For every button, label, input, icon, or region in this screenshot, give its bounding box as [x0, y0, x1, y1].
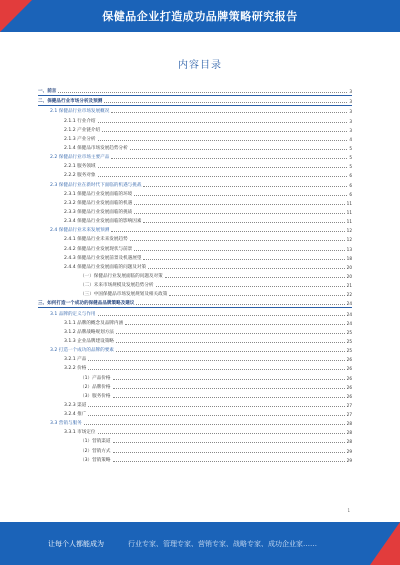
- toc-leader-dots: [113, 442, 345, 443]
- toc-entry[interactable]: [38, 106, 352, 115]
- toc-leader-dots: [102, 131, 347, 132]
- toc-entry-label: 2.4.3 保健品行业发展前景及机遇展望: [64, 255, 142, 261]
- toc-leader-dots: [113, 397, 345, 398]
- toc-leader-dots: [134, 250, 344, 251]
- toc-entry-label: 3.1.3 企业品牌建设策略: [64, 338, 114, 344]
- toc-entry-page: 13: [346, 246, 352, 252]
- toc-entry[interactable]: [38, 391, 352, 400]
- toc-entry-label: 2.1.2 产业链介绍: [64, 127, 101, 133]
- toc-entry-page: 12: [346, 237, 352, 243]
- toc-entry[interactable]: [38, 427, 352, 436]
- toc-leader-dots: [169, 295, 344, 296]
- toc-entry-label: 2.1.1 行业介绍: [64, 118, 96, 124]
- toc-entry-label: 2.4.1 保健品行业未来发展趋势: [64, 237, 128, 243]
- toc-entry-page: 3: [349, 118, 352, 124]
- toc-entry-page: 25: [346, 329, 352, 335]
- toc-entry[interactable]: [38, 86, 352, 96]
- toc-entry[interactable]: [38, 243, 352, 252]
- toc-entry-label: 2.3.1 保健品行业发展面临的环境: [64, 191, 133, 197]
- toc-entry-page: 6: [349, 173, 352, 179]
- toc-entry-page: 18: [346, 255, 352, 261]
- toc-entry[interactable]: [38, 262, 352, 271]
- toc-heading: 内容目录: [178, 60, 222, 71]
- toc-leader-dots: [88, 415, 344, 416]
- toc-leader-dots: [111, 158, 347, 159]
- toc-entry-page: 26: [346, 384, 352, 390]
- toc-entry[interactable]: [38, 298, 352, 308]
- toc-entry-page: 21: [346, 283, 352, 289]
- toc-entry[interactable]: [38, 382, 352, 391]
- toc-leader-dots: [98, 315, 345, 316]
- toc-entry-page: 22: [346, 292, 352, 298]
- toc-entry[interactable]: [38, 418, 352, 427]
- toc-entry[interactable]: [38, 372, 352, 381]
- toc-entry[interactable]: [38, 170, 352, 179]
- toc-entry-label: 2.2.1 服务领域: [64, 164, 96, 170]
- toc-entry-label: （3）服务价格: [80, 393, 111, 399]
- toc-entry-page: 12: [346, 228, 352, 234]
- toc-entry-label: 2.3.4 保健品行业发展面临的影响因素: [64, 219, 142, 225]
- toc-entry-page: 27: [346, 402, 352, 408]
- toc-entry-label: 2.3.3 保健品行业发展面临的挑战: [64, 209, 133, 215]
- toc-entry-label: 3.3 营销与服务: [50, 421, 82, 427]
- toc-entry-page: 26: [346, 357, 352, 363]
- toc-leader-dots: [84, 424, 345, 425]
- toc-entry-page: 26: [346, 393, 352, 399]
- toc-leader-dots: [134, 213, 344, 214]
- footer-roles: 行业专家、管理专家、营销专家、战略专家、成功企业家……: [128, 540, 317, 548]
- toc-entry-label: 一、前言: [38, 89, 57, 95]
- footer-slogan: 让每个人都能成为: [48, 540, 104, 548]
- toc-entry-label: 3.2.1 产品: [64, 357, 87, 363]
- toc-entry[interactable]: [38, 125, 352, 134]
- toc-entry-label: 2.3 保健品行业在新时代下面临的机遇与挑战: [50, 182, 142, 188]
- toc-entry-page: 24: [346, 320, 352, 326]
- toc-entry-page: 25: [346, 338, 352, 344]
- toc-entry-label: 三、如何打造一个成功的保健品品牌策略及建议: [38, 301, 135, 307]
- toc-entry[interactable]: [38, 400, 352, 409]
- toc-leader-dots: [88, 406, 344, 407]
- toc-leader-dots: [113, 379, 345, 380]
- toc-entry[interactable]: [38, 96, 352, 106]
- toc-leader-dots: [88, 360, 344, 361]
- toc-entry[interactable]: [38, 198, 352, 207]
- toc-leader-dots: [116, 351, 345, 352]
- toc-entry-label: （2）营销方式: [80, 448, 111, 454]
- toc-entry[interactable]: [38, 152, 352, 161]
- toc-leader-dots: [134, 195, 347, 196]
- toc-entry-label: 3.3.1 市场定位: [64, 430, 96, 436]
- toc-leader-dots: [104, 102, 347, 103]
- toc-entry[interactable]: [38, 115, 352, 124]
- toc-entry-page: 20: [346, 264, 352, 270]
- toc-entry-page: 28: [346, 421, 352, 427]
- toc-entry-label: （二）未来市场规模及发展趋势分析: [80, 283, 154, 289]
- toc-entry[interactable]: [38, 189, 352, 198]
- toc-entry[interactable]: [38, 308, 352, 317]
- toc-entry-label: 2.1 保健品行业市场发展概况: [50, 109, 110, 115]
- toc-entry[interactable]: [38, 336, 352, 345]
- toc-entry-label: 2.2 保健品行业市场主要产品: [50, 155, 110, 161]
- toc-entry-page: 3: [349, 99, 352, 105]
- toc-entry-page: 24: [346, 311, 352, 317]
- toc-entry-page: 6: [349, 182, 352, 188]
- toc-entry[interactable]: [38, 363, 352, 372]
- toc-leader-dots: [98, 167, 348, 168]
- toc-entry-label: （2）品牌价格: [80, 384, 111, 390]
- toc-entry[interactable]: [38, 327, 352, 336]
- toc-entry-label: 2.1.4 保健品市场发展趋势分析: [64, 145, 128, 151]
- toc-entry-label: 3.2 打造一个成功的品牌的要素: [50, 348, 114, 354]
- toc-entry-label: 2.4 保健品行业未来发展预测: [50, 228, 110, 234]
- toc-entry-label: （一）保健品行业发展面临的问题及对策: [80, 273, 163, 279]
- toc-entry[interactable]: [38, 234, 352, 243]
- toc-entry-page: 5: [349, 155, 352, 161]
- toc-entry-label: （1）产品价格: [80, 375, 111, 381]
- toc-entry-page: 26: [346, 366, 352, 372]
- toc-entry-label: 3.2.3 渠道: [64, 402, 87, 408]
- page-number: 1: [347, 508, 350, 513]
- toc-entry-label: （三）中国保健品市场发展规划及相关政策: [80, 292, 168, 298]
- toc-leader-dots: [58, 92, 347, 93]
- toc-entry-page: 25: [346, 348, 352, 354]
- toc-entry[interactable]: [38, 455, 352, 464]
- toc-entry-label: 3.2.4 推广: [64, 412, 87, 418]
- toc-leader-dots: [116, 342, 345, 343]
- toc-entry-label: （1）营销渠道: [80, 439, 111, 445]
- toc-entry[interactable]: [38, 445, 352, 454]
- footer-banner: [0, 522, 400, 565]
- toc-entry-page: 5: [349, 164, 352, 170]
- toc-entry-label: 二、保健品行业市场分析及预测: [38, 99, 103, 105]
- toc-entry-label: 2.3.2 保健品行业发展面临的机遇: [64, 200, 133, 206]
- toc-entry-page: 27: [346, 412, 352, 418]
- toc-leader-dots: [113, 388, 345, 389]
- toc-entry-page: 3: [349, 109, 352, 115]
- toc-leader-dots: [113, 461, 345, 462]
- toc-entry[interactable]: [38, 225, 352, 234]
- toc-entry-page: 3: [349, 127, 352, 133]
- toc-entry[interactable]: [38, 409, 352, 418]
- toc-leader-dots: [98, 140, 348, 141]
- toc-entry-page: 5: [349, 145, 352, 151]
- toc-leader-dots: [98, 176, 348, 177]
- toc-leader-dots: [130, 149, 348, 150]
- toc-entry-page: 11: [346, 209, 352, 215]
- toc-entry[interactable]: [38, 345, 352, 354]
- toc-leader-dots: [156, 286, 345, 287]
- toc-entry[interactable]: [38, 143, 352, 152]
- toc-entry[interactable]: [38, 318, 352, 327]
- toc-leader-dots: [116, 333, 345, 334]
- toc-leader-dots: [148, 268, 345, 269]
- toc-leader-dots: [143, 259, 344, 260]
- toc-entry[interactable]: [38, 253, 352, 262]
- toc-entry-label: （3）营销策略: [80, 457, 111, 463]
- toc-leader-dots: [130, 240, 345, 241]
- toc-entry-page: 28: [346, 439, 352, 445]
- report-title: 保健品企业打造成功品牌策略研究报告: [102, 10, 298, 23]
- footer-red-corner: [370, 522, 400, 565]
- toc-entry-page: 20: [346, 273, 352, 279]
- toc-entry[interactable]: [38, 161, 352, 170]
- table-of-contents: [38, 86, 352, 464]
- toc-entry-label: 3.1 品牌的定义与作用: [50, 311, 96, 317]
- toc-leader-dots: [134, 204, 344, 205]
- toc-entry-page: 6: [349, 191, 352, 197]
- toc-entry-page: 11: [346, 200, 352, 206]
- toc-entry[interactable]: [38, 271, 352, 280]
- toc-entry[interactable]: [38, 354, 352, 363]
- toc-entry[interactable]: [38, 216, 352, 225]
- report-header: [0, 0, 400, 32]
- toc-leader-dots: [143, 186, 347, 187]
- toc-entry[interactable]: [38, 179, 352, 188]
- toc-entry-label: 2.4.2 保健品行业发展现状与前景: [64, 246, 133, 252]
- toc-entry-label: 2.4.4 保健品行业发展面临的问题及对策: [64, 264, 147, 270]
- toc-leader-dots: [88, 369, 344, 370]
- toc-entry-page: 11: [346, 219, 352, 225]
- toc-leader-dots: [111, 112, 347, 113]
- toc-leader-dots: [98, 122, 348, 123]
- toc-leader-dots: [165, 277, 345, 278]
- toc-entry-page: 28: [346, 430, 352, 436]
- toc-leader-dots: [111, 231, 344, 232]
- toc-entry[interactable]: [38, 134, 352, 143]
- toc-leader-dots: [113, 452, 345, 453]
- toc-entry-page: 26: [346, 375, 352, 381]
- toc-entry-label: 2.2.2 服务对象: [64, 173, 96, 179]
- toc-entry-page: 29: [346, 448, 352, 454]
- toc-entry[interactable]: [38, 280, 352, 289]
- toc-entry-page: 24: [346, 301, 352, 307]
- toc-entry-label: 3.1.1 品牌的概念及品牌内涵: [64, 320, 124, 326]
- toc-entry-page: 29: [346, 457, 352, 463]
- toc-entry[interactable]: [38, 436, 352, 445]
- toc-entry-page: 3: [349, 89, 352, 95]
- toc-entry[interactable]: [38, 207, 352, 216]
- toc-entry-label: 3.2.2 价格: [64, 366, 87, 372]
- toc-leader-dots: [143, 222, 344, 223]
- toc-entry-page: 4: [349, 136, 352, 142]
- toc-leader-dots: [136, 304, 344, 305]
- toc-entry[interactable]: [38, 289, 352, 298]
- toc-leader-dots: [98, 433, 345, 434]
- toc-leader-dots: [125, 324, 345, 325]
- toc-entry-label: 3.1.2 品牌战略规划方法: [64, 329, 114, 335]
- toc-entry-label: 2.1.3 产业分析: [64, 136, 96, 142]
